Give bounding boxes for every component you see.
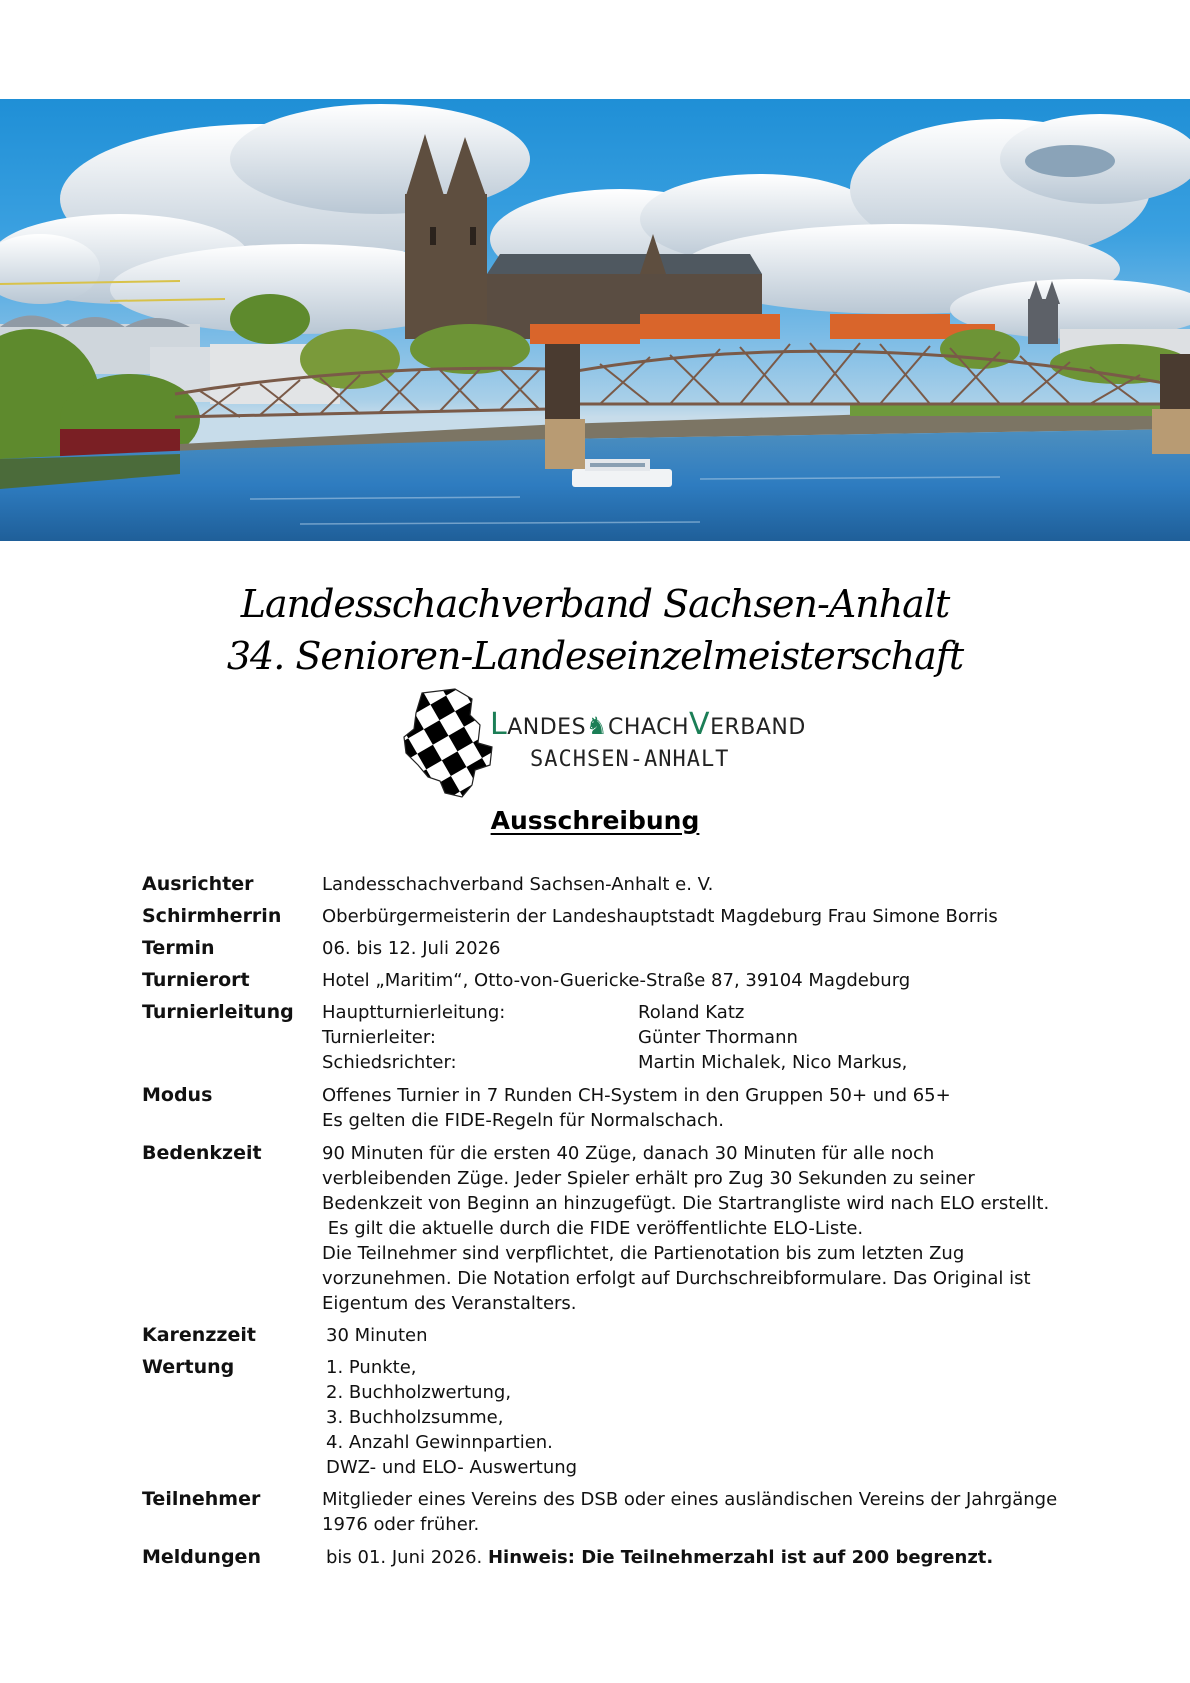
label-karenzzeit: Karenzzeit xyxy=(142,1324,256,1346)
federation-title: Landesschachverband Sachsen-Anhalt xyxy=(240,582,950,626)
text-line: Die Teilnehmer sind verpflichtet, die Partienotation bis zum letzten Zug xyxy=(322,1243,965,1264)
logo-subtitle: SACHSEN-ANHALT xyxy=(530,747,730,772)
row-turnierleitung xyxy=(142,1000,1072,1075)
value-karenzzeit: 30 Minuten xyxy=(326,1325,428,1346)
label-wertung: Wertung xyxy=(142,1356,235,1378)
value-schirmherrin: Oberbürgermeisterin der Landeshauptstadt Magdeburg Frau Simone Borris xyxy=(322,906,998,927)
text-line: Eigentum des Veranstalters. xyxy=(322,1293,577,1314)
label-schirmherrin: Schirmherrin xyxy=(142,905,282,927)
label-termin: Termin xyxy=(142,937,215,959)
hero-photo-magdeburg-skyline xyxy=(0,99,1190,541)
registration-deadline: bis 01. Juni 2026. xyxy=(326,1547,488,1568)
row-karenzzeit xyxy=(142,1323,1072,1348)
text-line: 90 Minuten für die ersten 40 Züge, danach 30 Minuten für alle noch xyxy=(322,1143,935,1164)
value-turnierort: Hotel „Maritim“, Otto-von-Guericke-Straße 87, 39104 Magdeburg xyxy=(322,970,911,991)
row-termin xyxy=(142,936,1072,961)
row-schirmherrin xyxy=(142,904,1072,929)
logo-text-chach: CHACH xyxy=(608,715,690,740)
chess-knight-icon: ♞ xyxy=(586,712,609,740)
label-bedenkzeit: Bedenkzeit xyxy=(142,1142,262,1164)
official-row xyxy=(322,1050,1072,1075)
logo-text-erband: ERBAND xyxy=(710,715,806,740)
ranking-criterion: 4. Anzahl Gewinnpartien. xyxy=(326,1432,553,1453)
logo-wordmark xyxy=(490,707,806,742)
ranking-criterion: 3. Buchholzsumme, xyxy=(326,1407,504,1428)
championship-title: 34. Senioren-Landeseinzelmeisterschaft xyxy=(226,634,964,678)
value-ausrichter: Landesschachverband Sachsen-Anhalt e. V. xyxy=(322,874,714,895)
label-meldungen: Meldungen xyxy=(142,1546,261,1568)
text-line: verbleibenden Züge. Jeder Spieler erhält pro Zug 30 Sekunden zu seiner xyxy=(322,1168,975,1189)
value-wertung xyxy=(322,1355,1072,1480)
value-bedenkzeit xyxy=(322,1141,1072,1316)
official-row xyxy=(322,1025,1072,1050)
logo-letter-l: L xyxy=(490,707,508,742)
official-name: Günter Thormann xyxy=(638,1027,798,1048)
row-ausrichter xyxy=(142,872,1072,897)
value-termin: 06. bis 12. Juli 2026 xyxy=(322,938,501,959)
chessboard-map-icon xyxy=(400,685,496,800)
ranking-criterion: 2. Buchholzwertung, xyxy=(326,1382,512,1403)
row-modus xyxy=(142,1083,1072,1133)
row-meldungen xyxy=(142,1545,1072,1570)
label-ausrichter: Ausrichter xyxy=(142,873,254,895)
label-turnierort: Turnierort xyxy=(142,969,250,991)
row-teilnehmer xyxy=(142,1487,1072,1537)
title-block xyxy=(0,578,1190,682)
official-role: Turnierleiter: xyxy=(322,1027,436,1048)
row-turnierort xyxy=(142,968,1072,993)
value-meldungen xyxy=(322,1545,1072,1570)
ranking-criterion: 1. Punkte, xyxy=(326,1357,417,1378)
text-line: Es gilt die aktuelle durch die FIDE veröffentlichte ELO-Liste. xyxy=(322,1218,864,1239)
official-row xyxy=(322,1000,1072,1025)
label-turnierleitung: Turnierleitung xyxy=(142,1001,294,1023)
official-role: Schiedsrichter: xyxy=(322,1052,457,1073)
text-line: Offenes Turnier in 7 Runden CH-System in den Gruppen 50+ und 65+ xyxy=(322,1085,951,1106)
text-line: Mitglieder eines Vereins des DSB oder eines ausländischen Vereins der Jahrgänge xyxy=(322,1489,1058,1510)
label-teilnehmer: Teilnehmer xyxy=(142,1488,261,1510)
row-wertung xyxy=(142,1355,1072,1480)
official-name: Martin Michalek, Nico Markus, xyxy=(638,1052,908,1073)
text-line: Bedenkzeit von Beginn an hinzugefügt. Die Startrangliste wird nach ELO erstellt. xyxy=(322,1193,1050,1214)
text-line: 1976 oder früher. xyxy=(322,1514,480,1535)
value-modus xyxy=(322,1083,1072,1133)
value-turnierleitung xyxy=(322,1000,1072,1075)
tournament-details xyxy=(142,872,1072,1570)
skyline-illustration xyxy=(0,99,1190,541)
document-heading: Ausschreibung xyxy=(490,806,700,835)
official-name: Roland Katz xyxy=(638,1002,745,1023)
federation-logo xyxy=(400,685,806,800)
row-bedenkzeit xyxy=(142,1141,1072,1316)
text-line: Es gelten die FIDE-Regeln für Normalschach. xyxy=(322,1110,724,1131)
ranking-criterion: DWZ- und ELO- Auswertung xyxy=(326,1457,578,1478)
logo-text-andes: ANDES xyxy=(507,715,587,740)
official-role: Hauptturnierleitung: xyxy=(322,1002,506,1023)
label-modus: Modus xyxy=(142,1084,213,1106)
participant-limit-note: Hinweis: Die Teilnehmerzahl ist auf 200 begrenzt. xyxy=(487,1547,994,1568)
logo-letter-v: V xyxy=(689,707,711,742)
value-teilnehmer xyxy=(322,1487,1072,1537)
text-line: vorzunehmen. Die Notation erfolgt auf Durchschreibformulare. Das Original ist xyxy=(322,1268,1031,1289)
